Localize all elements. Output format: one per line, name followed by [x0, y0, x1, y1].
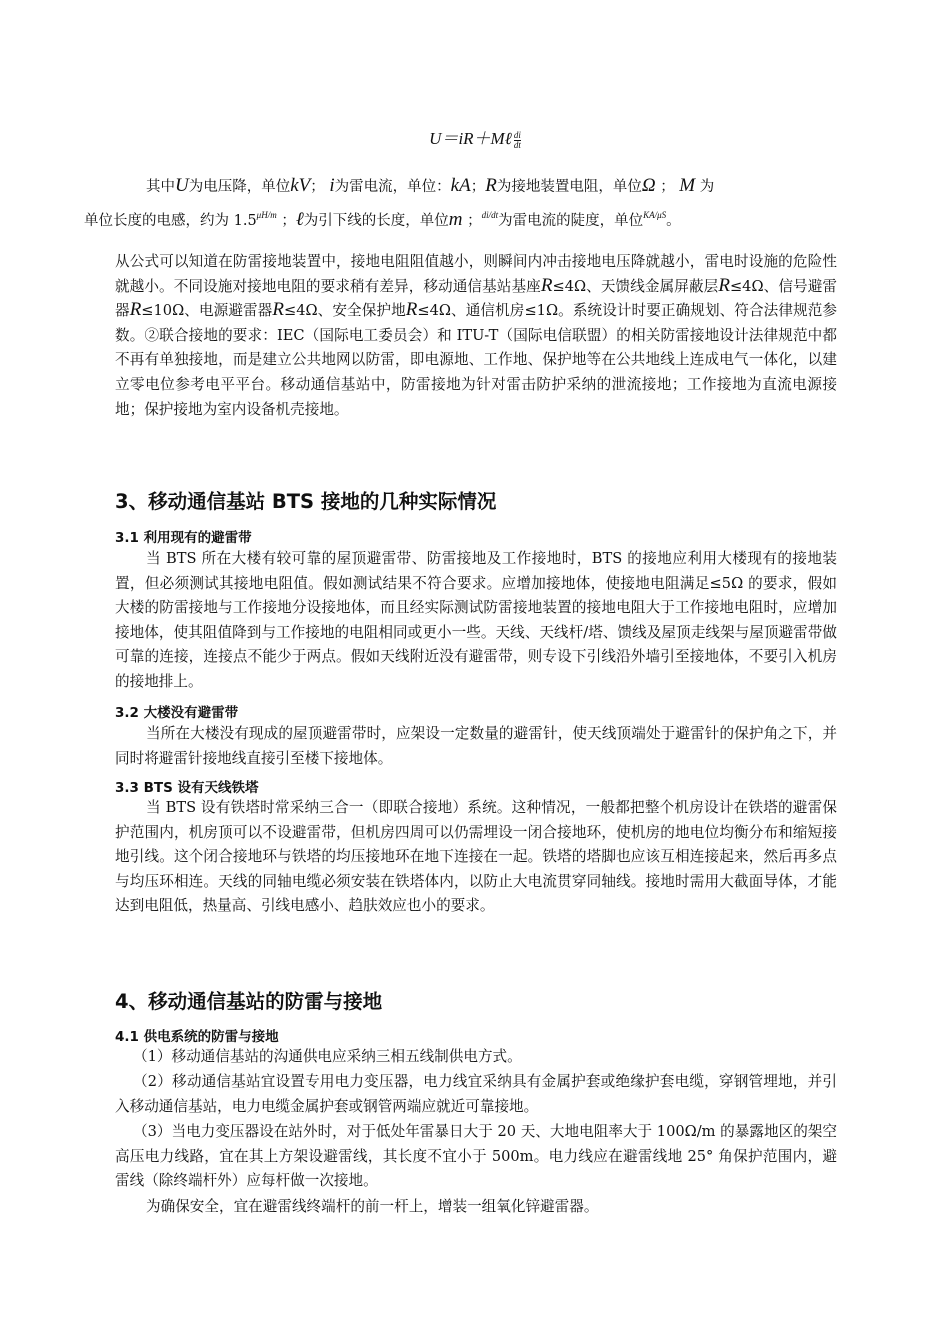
variable-definitions: [84, 172, 855, 235]
text: ；: [467, 213, 482, 229]
symbol-r: R: [540, 274, 553, 296]
text: 从公式可以知道在防雷接地装置中，接地电阻阻值越小，则瞬间内冲击接地电压降就越小，雷电时设施的危险性就越小。不同设施对接地电阻的要求稍有差异，移动通信基站基座: [115, 253, 837, 295]
paragraph-grounding-resistance: [115, 250, 837, 422]
symbol-r: R: [129, 299, 142, 321]
symbol-m: M: [679, 175, 696, 196]
subsection-heading-4-1: 4.1 供电系统的防雷与接地: [115, 1029, 279, 1045]
symbol-u: U: [175, 175, 189, 196]
section-heading-4: 4、移动通信基站的防雷与接地: [115, 990, 383, 1013]
symbol-r: R: [485, 175, 497, 196]
text: ≤4Ω、信号避雷器: [115, 277, 837, 320]
list-item-1: （1）移动通信基站的沟通供电应采纳三相五线制供电方式。: [133, 1048, 522, 1065]
text: ；: [660, 179, 675, 195]
symbol-di-dt: di/dt: [481, 210, 499, 220]
paragraph-3-1: 当 BTS 所在大楼有较可靠的屋顶避雷带、防雷接地及工作接地时，BTS 的接地应利用大楼现有的接地装置，但必须测试其接地电阻值。假如测试结果不符合要求。应增加接地体，使接地电阻满足≤5Ω 的要求，假如大楼的防雷接地与工作接地分设接地体，而且经实际测试防雷接地装置的接地电阻大于工作接地电阻时，应增加接地体，使其阻值降到与工作接地的电阻相同或更小一些。天线、天线杆/塔、馈线及屋顶走线架与屋顶避雷带做可靠的连接，连接点不能少于两点。假如天线附近没有避雷带，则专设下引线沿外墙引至接地体，不要引入机房的接地排上。: [115, 550, 837, 690]
subsection-heading-3-3: 3.3 BTS 设有天线铁塔: [115, 780, 259, 796]
paragraph-note: 为确保安全，宜在避雷线终端杆的前一杆上，增装一组氧化锌避雷器。: [146, 1198, 599, 1215]
text: ；: [281, 213, 296, 229]
text: ≤4Ω、通信机房≤1Ω。系统设计时要正确规划、符合法律规范参数。②联合接地的要求：IEC（国际电工委员会）和 ITU-T（国际电信联盟）的相关防雷接地设计法律规范中都不再有单独接地，而是建立公共地网以防雷，即电源地、工作地、保护地等在公共地线上连成电气一体化，以建立零电位参考电平平台。移动通信基站中，防雷接地为针对雷击防护采纳的泄流接地；工作接地为直流电源接地；保护接地为室内设备机壳接地。: [115, 302, 837, 418]
text: 为引下线的长度，单位: [303, 213, 449, 229]
text: 其中: [146, 179, 175, 195]
text: 为: [699, 179, 715, 195]
text: ；: [310, 179, 325, 195]
symbol-l: ℓ: [295, 209, 304, 230]
unit-ohm: Ω: [641, 175, 656, 196]
unit-ka: kA: [450, 175, 471, 196]
fraction-numerator: di: [513, 129, 521, 140]
text: 。: [666, 213, 681, 229]
voltage-drop-formula: [0, 124, 950, 150]
symbol-i: i: [329, 175, 335, 196]
text: ≤4Ω、安全保护地: [283, 302, 406, 320]
unit-m: m: [448, 209, 463, 230]
symbol-r: R: [272, 299, 284, 321]
text: ≤4Ω、天馈线金属屏蔽层: [552, 277, 719, 295]
fraction-denominator: dt: [513, 139, 521, 150]
symbol-r: R: [405, 299, 418, 321]
list-item-2: （2）移动通信基站宜设置专用电力变压器，电力线宜采纳具有金属护套或绝缘护套电缆，穿钢管埋地，并引入移动通信基站，电力电缆金属护套或钢管两端应就近可靠接地。: [115, 1073, 837, 1115]
text: ；: [470, 179, 486, 195]
formula-expression: U＝iR＋Mℓ: [429, 129, 512, 148]
unit-kv: kV: [290, 175, 311, 196]
subsection-heading-3-1: 3.1 利用现有的避雷带: [115, 530, 252, 546]
text: 单位长度的电感，约为 1.5: [84, 213, 257, 229]
paragraph-3-2: 当所在大楼没有现成的屋顶避雷带时，应架设一定数量的避雷针，使天线顶端处于避雷针的保护角之下，并同时将避雷针接地线直接引至楼下接地体。: [115, 725, 837, 767]
text: 为电压降，单位: [188, 179, 291, 195]
text: 为接地装置电阻，单位: [496, 179, 642, 195]
formula-fraction: [514, 131, 521, 150]
text: ≤10Ω、电源避雷器: [141, 302, 273, 320]
text: 为雷电流，单位：: [334, 179, 451, 195]
unit-ka-per-us: KA/μS: [643, 210, 667, 220]
section-heading-3: 3、移动通信基站 BTS 接地的几种实际情况: [115, 490, 497, 513]
subsection-heading-3-2: 3.2 大楼没有避雷带: [115, 705, 239, 721]
unit-uh-per-m: μH/m: [256, 210, 277, 220]
list-item-3: （3）当电力变压器设在站外时，对于低处年雷暴日大于 20 天、大地电阻率大于 100Ω/m 的暴露地区的架空高压电力线路，宜在其上方架设避雷线，其长度不宜小于 500m。电力线应在避雷线地 25° 角保护范围内，避雷线（除终端杆外）应每杆做一次接地。: [115, 1123, 837, 1190]
symbol-r: R: [718, 274, 730, 296]
text: 为雷电流的陡度，单位: [498, 213, 644, 229]
paragraph-3-3: 当 BTS 设有铁塔时常采纳三合一（即联合接地）系统。这种情况，一般都把整个机房设计在铁塔的避雷保护范围内，机房顶可以不设避雷带，但机房四周可以仍需埋设一闭合接地环，使机房的地电位均衡分布和缩短接地引线。这个闭合接地环与铁塔的均压接地环在地下连接在一起。铁塔的塔脚也应该互相连接起来，然后再多点与均压环相连。天线的同轴电缆必须安装在铁塔体内，以防止大电流贯穿同轴线。接地时需用大截面导体，才能达到电阻低，热量高、引线电感小、趋肤效应也小的要求。: [115, 799, 837, 915]
